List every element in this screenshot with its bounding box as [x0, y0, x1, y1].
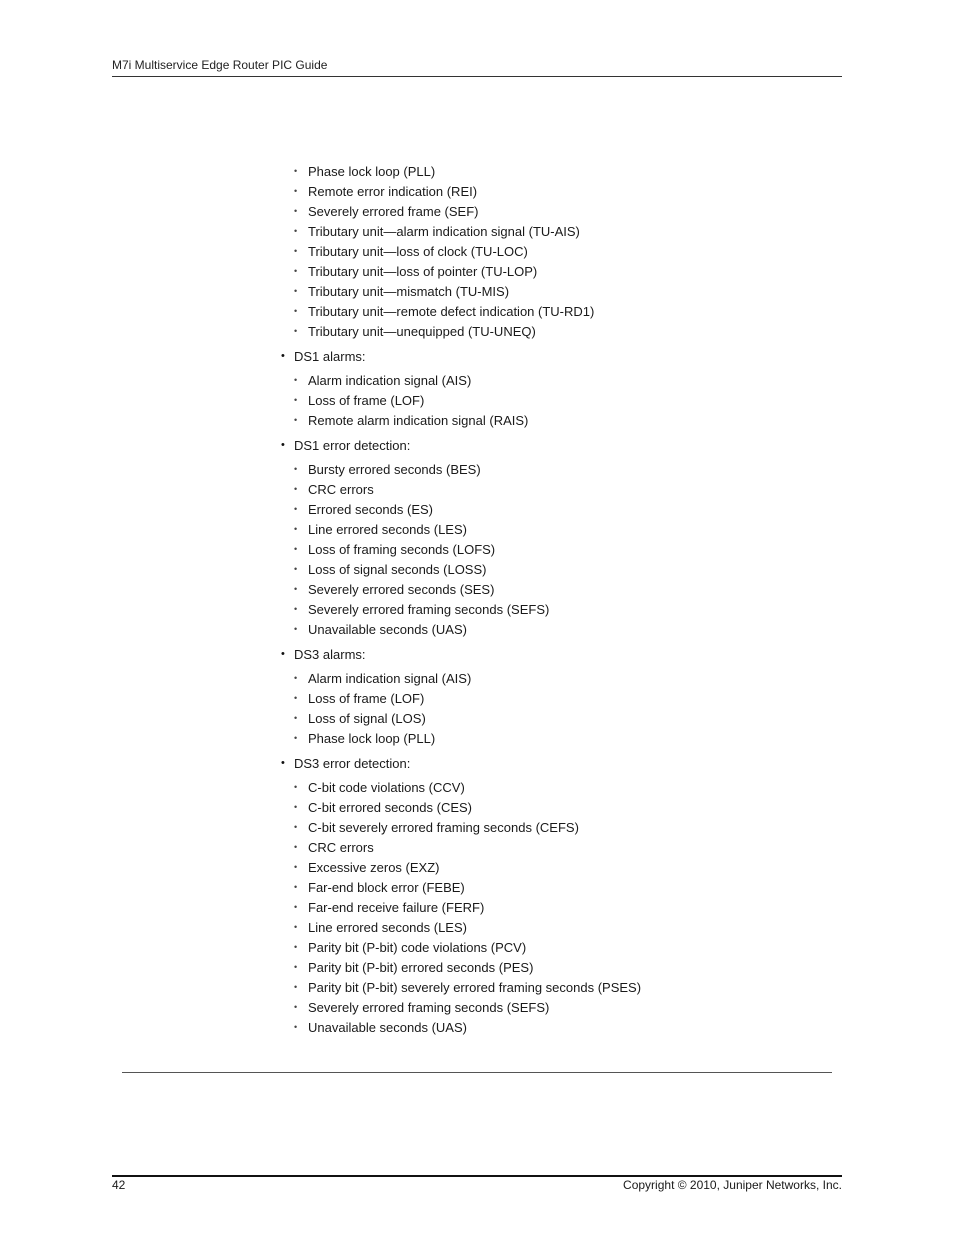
list-item: • Bursty errored seconds (BES) [0, 461, 954, 481]
list-item: • CRC errors [0, 481, 954, 501]
list-item: • Remote error indication (REI) [0, 183, 954, 203]
list-item: • Tributary unit—unequipped (TU-UNEQ) [0, 323, 954, 343]
list-item: • Loss of framing seconds (LOFS) [0, 541, 954, 561]
list-item: • C-bit severely errored framing seconds (CEFS) [0, 819, 954, 839]
section-items [0, 461, 954, 641]
list-item: • Loss of signal seconds (LOSS) [0, 561, 954, 581]
list-item: • Phase lock loop (PLL) [0, 163, 954, 183]
list-item: • Remote alarm indication signal (RAIS) [0, 412, 954, 432]
list-item: • CRC errors [0, 839, 954, 859]
list-item: • Line errored seconds (LES) [0, 521, 954, 541]
list-item: • Phase lock loop (PLL) [0, 730, 954, 750]
list-item: • Line errored seconds (LES) [0, 919, 954, 939]
list-item: • Far-end receive failure (FERF) [0, 899, 954, 919]
list-item: • Parity bit (P-bit) severely errored framing seconds (PSES) [0, 979, 954, 999]
header-rule [112, 76, 842, 77]
list-item: • Parity bit (P-bit) errored seconds (PES) [0, 959, 954, 979]
list-item: • Severely errored framing seconds (SEFS) [0, 601, 954, 621]
list-item: • Alarm indication signal (AIS) [0, 670, 954, 690]
list-item: • Tributary unit—mismatch (TU-MIS) [0, 283, 954, 303]
list-item: • C-bit code violations (CCV) [0, 779, 954, 799]
section-label: • DS1 error detection: [0, 437, 954, 461]
list-item: • C-bit errored seconds (CES) [0, 799, 954, 819]
list-item: • Severely errored framing seconds (SEFS) [0, 999, 954, 1019]
list-item: • Tributary unit—alarm indication signal (TU-AIS) [0, 223, 954, 243]
alarm-list [0, 163, 954, 1039]
section-items [0, 779, 954, 1039]
section-label: • DS3 alarms: [0, 646, 954, 670]
page-number: 42 [112, 1178, 126, 1192]
list-item: • Loss of signal (LOS) [0, 710, 954, 730]
alarm-sections [0, 348, 954, 1039]
section-label: • DS1 alarms: [0, 348, 954, 372]
list-item: • Loss of frame (LOF) [0, 392, 954, 412]
list-item: • Unavailable seconds (UAS) [0, 621, 954, 641]
list-item: • Tributary unit—remote defect indication (TU-RD1) [0, 303, 954, 323]
section-items [0, 670, 954, 750]
list-item: • Severely errored frame (SEF) [0, 203, 954, 223]
list-item: • Parity bit (P-bit) code violations (PCV) [0, 939, 954, 959]
list-item: • Loss of frame (LOF) [0, 690, 954, 710]
footer-rule [112, 1175, 842, 1177]
list-item: • Tributary unit—loss of clock (TU-LOC) [0, 243, 954, 263]
running-header: M7i Multiservice Edge Router PIC Guide [112, 58, 328, 72]
section-end-rule [122, 1072, 832, 1073]
continuation-list [0, 163, 954, 343]
list-item: • Tributary unit—loss of pointer (TU-LOP) [0, 263, 954, 283]
section-items [0, 372, 954, 432]
list-item: • Errored seconds (ES) [0, 501, 954, 521]
list-item: • Far-end block error (FEBE) [0, 879, 954, 899]
list-item: • Severely errored seconds (SES) [0, 581, 954, 601]
copyright-notice: Copyright © 2010, Juniper Networks, Inc. [623, 1178, 842, 1192]
section-label: • DS3 error detection: [0, 755, 954, 779]
list-item: • Alarm indication signal (AIS) [0, 372, 954, 392]
list-item: • Unavailable seconds (UAS) [0, 1019, 954, 1039]
list-item: • Excessive zeros (EXZ) [0, 859, 954, 879]
